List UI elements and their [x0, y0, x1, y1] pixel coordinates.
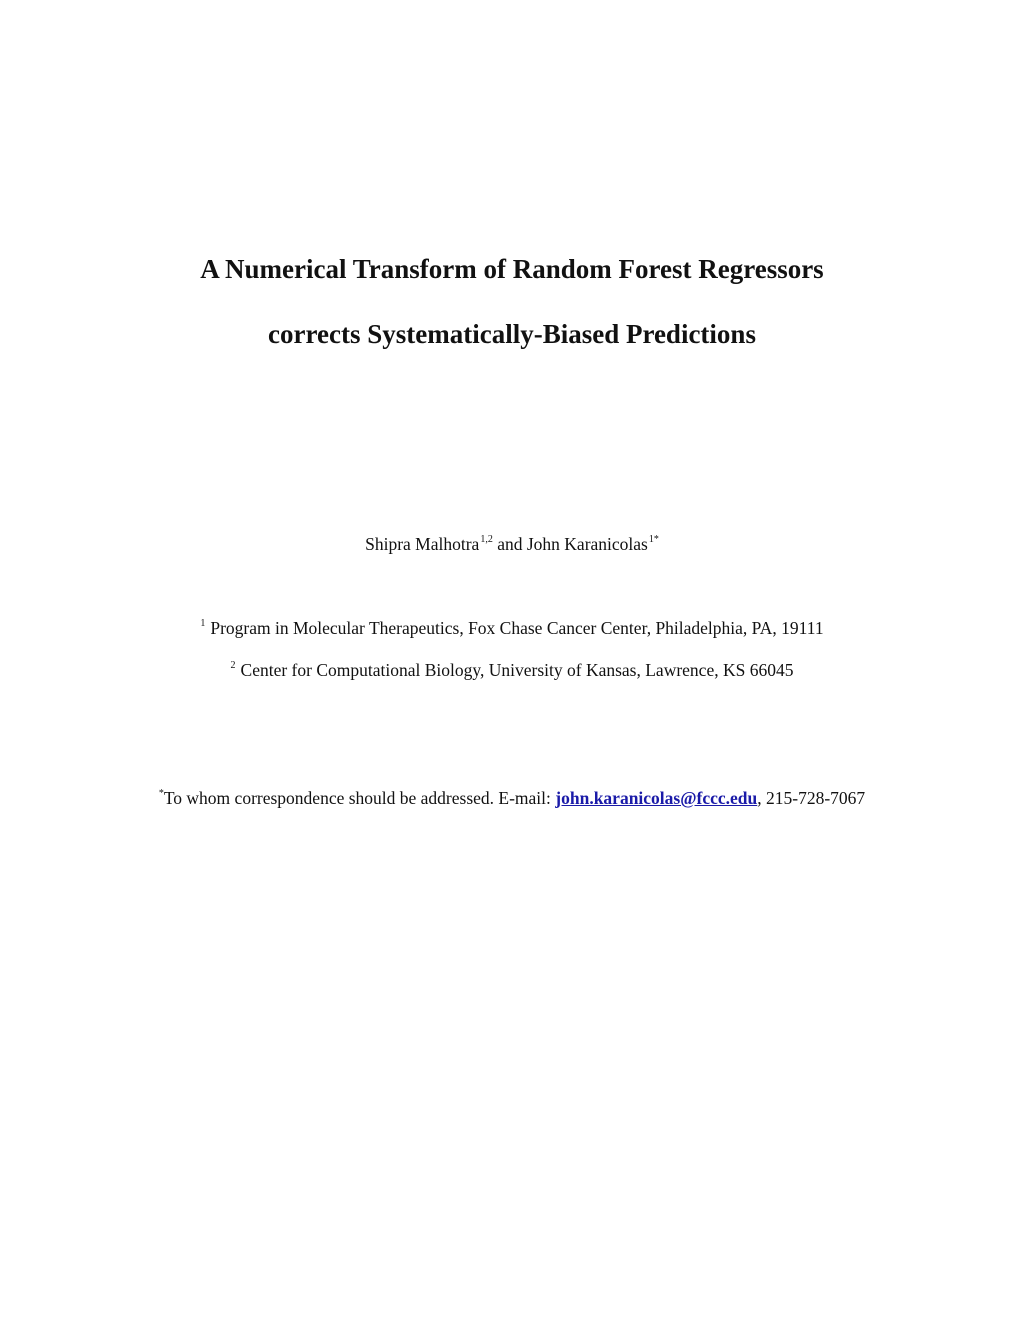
author-2-name: John Karanicolas	[526, 534, 648, 554]
affiliation-1	[0, 617, 1024, 639]
correspondence-text: To whom correspondence should be addressed. E-mail:	[163, 788, 556, 808]
author-1-name: Shipra Malhotra	[365, 534, 480, 554]
paper-title-line-1: A Numerical Transform of Random Forest Regressors	[200, 254, 824, 284]
correspondence-marker: *	[158, 788, 164, 799]
affiliation-2	[0, 659, 1024, 681]
paper-title-line-2: corrects Systematically-Biased Predictions	[268, 319, 756, 349]
author-2-affiliation-marker: 1*	[648, 534, 659, 545]
author-list	[0, 533, 1024, 555]
correspondence-note	[0, 787, 1024, 809]
correspondence-email-link[interactable]: john.karanicolas@fccc.edu	[555, 788, 758, 808]
author-joiner: and	[492, 534, 527, 554]
affiliation-1-marker: 1	[200, 618, 206, 629]
author-1-affiliation-marker: 1,2	[480, 534, 493, 545]
correspondence-phone: , 215-728-7067	[757, 788, 866, 808]
affiliation-2-marker: 2	[230, 660, 236, 671]
affiliation-2-text: Center for Computational Biology, University of Kansas, Lawrence, KS 66045	[240, 660, 794, 680]
affiliation-1-text: Program in Molecular Therapeutics, Fox Chase Cancer Center, Philadelphia, PA, 19111	[210, 618, 824, 638]
